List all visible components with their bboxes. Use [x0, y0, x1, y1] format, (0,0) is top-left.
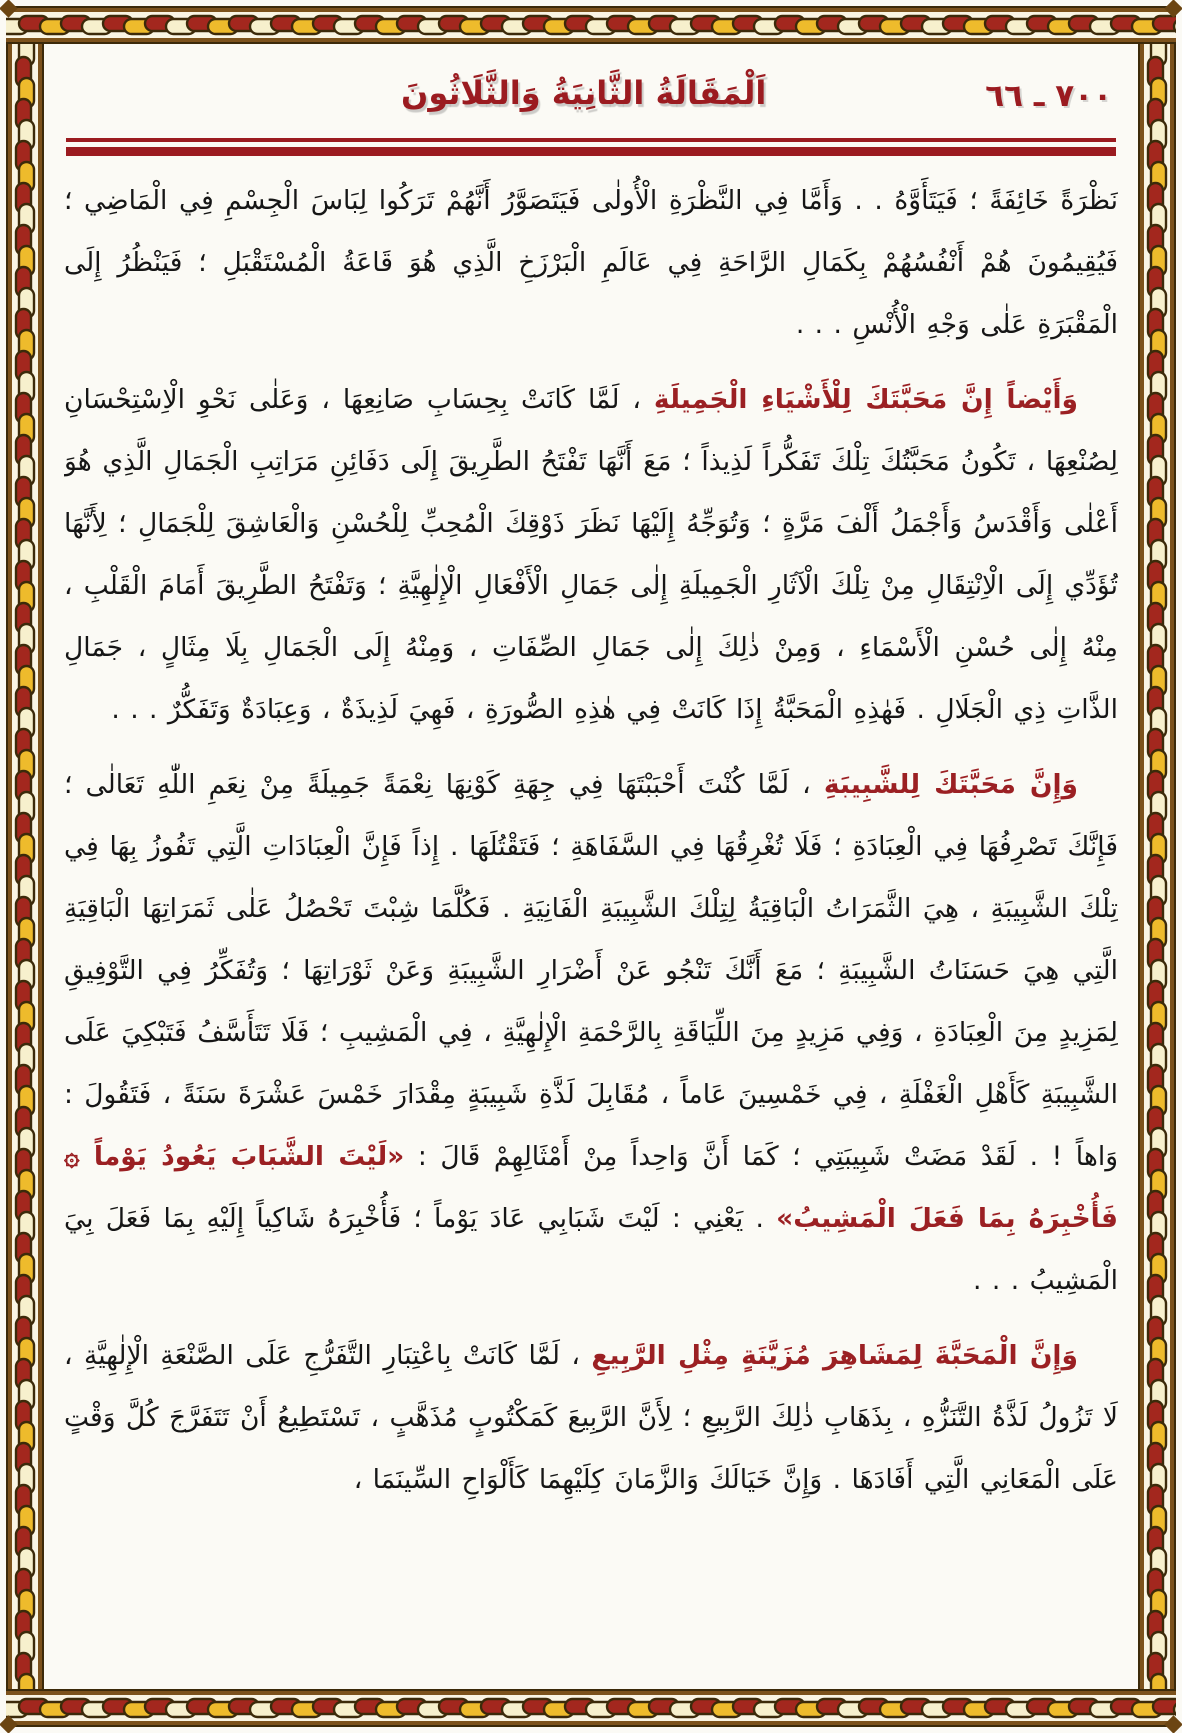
- page-header: [64, 52, 1118, 138]
- body-paragraph: [64, 1325, 1118, 1511]
- highlighted-phrase: «لَيْتَ الشَّبَابَ يَعُودُ يَوْماً ۞ فَأُخْبِرَهُ بِمَا فَعَلَ الْمَشِيبُ»: [64, 1141, 1118, 1234]
- text-segment: نَظْرَةً خَائِفَةً ؛ فَيَتَأَوَّهُ . . وَأَمَّا فِي النَّظْرَةِ الْأُولٰى فَيَتَصَوَّرُ أَنَّهُمْ تَرَكُوا لِبَاسَ الْجِسْمِ فِي الْمَاضِي ؛ فَيُقِيمُونَ هُمْ أَنْفُسُهُمْ بِكَمَالِ الرَّاحَةِ فِي عَالَمِ الْبَرْزَخِ الَّذِي هُوَ قَاعَةُ الْمُسْتَقْبَلِ ؛ فَيَنْظُرُ إِلَى الْمَقْبَرَةِ عَلٰى وَجْهِ الْأُنْسِ . . .: [64, 185, 1118, 340]
- chain-border-top: [6, 6, 1176, 44]
- page-title: اَلْمَقَالَةُ الثَّانِيَةُ وَالثَّلَاثُونَ: [401, 74, 767, 112]
- text-segment: ، لَمَّا كَانَتْ بِاعْتِبَارِ التَّفَرُّجِ عَلَى الصَّنْعَةِ الْإِلٰهِيَّةِ ، لَا تَزُولُ لَذَّةُ التَّنَزُّهِ ، بِذَهَابِ ذٰلِكَ الرَّبِيعِ ؛ لِأَنَّ الرَّبِيعَ كَمَكْتُوبٍ مُذَهَّبٍ ، تَسْتَطِيعُ أَنْ تَتَفَرَّجَ كُلَّ وَقْتٍ عَلَى الْمَعَانِي الَّتِي أَفَادَهَا . وَإِنَّ خَيَالَكَ وَالزَّمَانَ كِلَيْهِمَا كَأَلْوَاحِ السِّينَمَا ،: [64, 1340, 1118, 1495]
- body-paragraph: [64, 754, 1118, 1312]
- text-segment: ، لَمَّا كُنْتَ أَحْبَبْتَهَا فِي جِهَةِ كَوْنِهَا نِعْمَةً جَمِيلَةً مِنْ نِعَمِ اللّٰهِ تَعَالٰى ؛ فَإِنَّكَ تَصْرِفُهَا فِي الْعِبَادَةِ ؛ فَلَا تُغْرِقُهَا فِي السَّفَاهَةِ ؛ فَتَقْتُلَهَا . إِذاً فَإِنَّ الْعِبَادَاتِ الَّتِي تَفُوزُ بِهَا فِي تِلْكَ الشَّبِيبَةِ ، هِيَ الثَّمَرَاتُ الْبَاقِيَةُ لِتِلْكَ الشَّبِيبَةِ الْفَانِيَةِ . فَكُلَّمَا شِبْتَ تَحْصُلُ عَلٰى ثَمَرَاتِهَا الْبَاقِيَةِ الَّتِي هِيَ حَسَنَاتُ الشَّبِيبَةِ ؛ مَعَ أَنَّكَ تَنْجُو عَنْ أَضْرَارِ الشَّبِيبَةِ وَعَنْ ثَوْرَاتِهَا ؛ وَتُفَكِّرُ فِي التَّوْفِيقِ لِمَزِيدٍ مِنَ الْعِبَادَةِ ، وَفِي مَزِيدٍ مِنَ اللِّيَاقَةِ بِالرَّحْمَةِ الْإِلٰهِيَّةِ ، فِي الْمَشِيبِ ؛ فَلَا تَتَأَسَّفُ فَتَبْكِيَ عَلَى الشَّبِيبَةِ كَأَهْلِ الْغَفْلَةِ ، فِي خَمْسِينَ عَاماً ، مُقَابِلَ لَذَّةِ شَبِيبَةٍ مِقْدَارَ خَمْسَ عَشْرَةَ سَنَةً ، فَتَقُولَ : وَاهاً ! . لَقَدْ مَضَتْ شَبِيبَتِي ؛ كَمَا أَنَّ وَاحِداً مِنْ أَمْثَالِهِمْ قَالَ :: [64, 769, 1118, 1172]
- page-number: ٧٠٠ ـ ٦٦: [985, 78, 1112, 114]
- header-rule-thick: [66, 147, 1116, 156]
- highlighted-phrase: وَإِنَّ الْمَحَبَّةَ لِمَشَاهِرَ مُزَيَّنَةٍ مِثْلِ الرَّبِيعِ: [591, 1340, 1078, 1371]
- body-paragraph: [64, 369, 1118, 741]
- body-paragraph: [64, 170, 1118, 356]
- body-text: [64, 170, 1118, 1511]
- highlighted-phrase: وَأَيْضاً إِنَّ مَحَبَّتَكَ لِلْأَشْيَاءِ الْجَمِيلَةِ: [653, 384, 1078, 415]
- chain-border-bottom: [6, 1689, 1176, 1727]
- chain-border-left: [6, 44, 44, 1689]
- highlighted-phrase: وَإِنَّ مَحَبَّتَكَ لِلشَّبِيبَةِ: [823, 769, 1078, 800]
- header-rule: [66, 138, 1116, 156]
- page-content: [64, 52, 1118, 1683]
- text-segment: ، لَمَّا كَانَتْ بِحِسَابِ صَانِعِهَا ، وَعَلٰى نَحْوِ الْاِسْتِحْسَانِ لِصُنْعِهَا ، تَكُونُ مَحَبَّتُكَ تِلْكَ تَفَكُّراً لَذِيذاً ؛ مَعَ أَنَّهَا تَفْتَحُ الطَّرِيقَ إِلَى دَفَائِنِ مَرَاتِبِ الْجَمَالِ الَّذِي هُوَ أَعْلٰى وَأَقْدَسُ وَأَجْمَلُ أَلْفَ مَرَّةٍ ؛ وَتُوَجِّهُ إِلَيْهَا نَظَرَ ذَوْقِكَ الْمُحِبِّ لِلْحُسْنِ وَالْعَاشِقَ لِلْجَمَالِ ؛ لِأَنَّهَا تُؤَدِّي إِلَى الْاِنْتِقَالِ مِنْ تِلْكَ الْآثَارِ الْجَمِيلَةِ إِلٰى جَمَالِ الْأَفْعَالِ الْإِلٰهِيَّةِ ؛ وَتَفْتَحُ الطَّرِيقَ أَمَامَ الْقَلْبِ ، مِنْهُ إِلٰى حُسْنِ الْأَسْمَاءِ ، وَمِنْ ذٰلِكَ إِلٰى جَمَالِ الصِّفَاتِ ، وَمِنْهُ إِلَى الْجَمَالِ بِلَا مِثَالٍ ، جَمَالِ الذَّاتِ ذِي الْجَلَالِ . فَهٰذِهِ الْمَحَبَّةُ إِذَا كَانَتْ فِي هٰذِهِ الصُّورَةِ ، فَهِيَ لَذِيذَةٌ ، وَعِبَادَةٌ وَتَفَكُّرٌ . . .: [64, 384, 1118, 725]
- text-segment: . يَعْنِي : لَيْتَ شَبَابِي عَادَ يَوْماً ؛ فَأُخْبِرَهُ شَاكِياً إِلَيْهِ بِمَا فَعَلَ بِيَ الْمَشِيبُ . . .: [64, 1203, 1118, 1296]
- chain-border-right: [1138, 44, 1176, 1689]
